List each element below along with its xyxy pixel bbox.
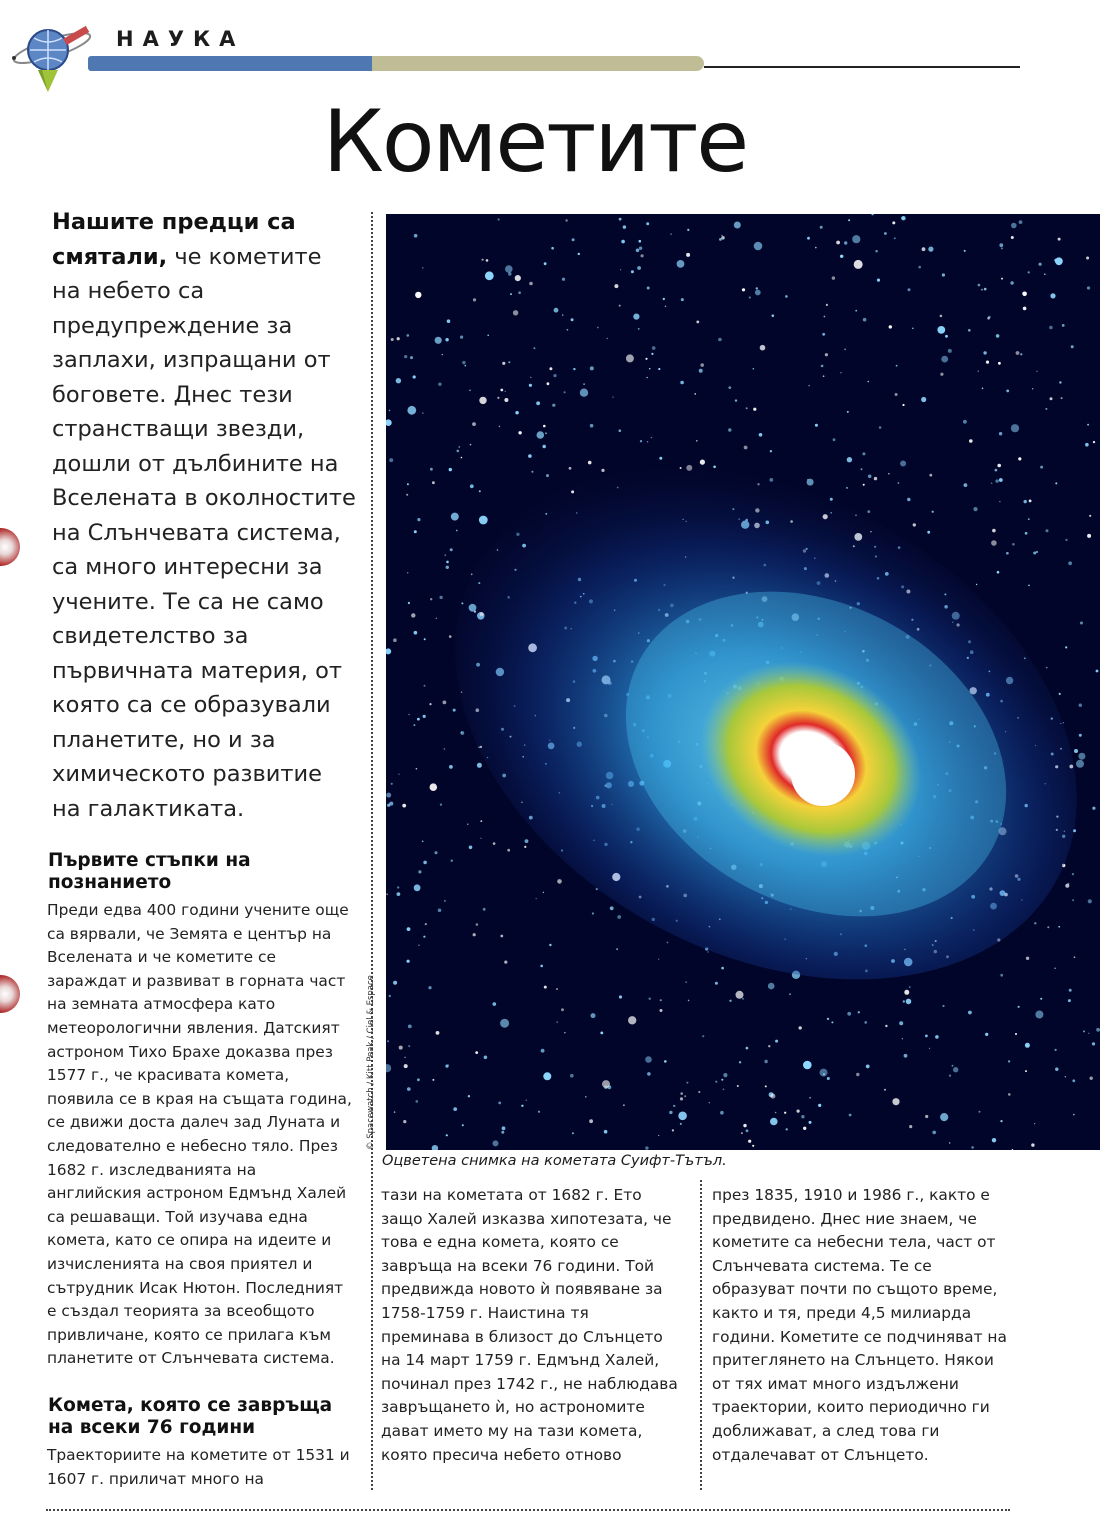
column-right-text: през 1835, 1910 и 1986 г., както е предвидено. Днес ние знаем, че кометите са небесни тела, част от Слънчевата система. Те се образуват почти по същото време, както и тя, преди 4,5 милиарда години. Кометите се подчиняват на притеглянето на Слънцето. Някои от тях имат много издължени траектории, които периодично ги доближават, а след това ги отдалечават от Слънцето. (712, 1186, 1007, 1464)
binder-hole (0, 528, 20, 566)
header-bar-khaki (372, 56, 704, 71)
binder-hole (0, 975, 20, 1013)
comet-photo (386, 214, 1100, 1150)
photo-credit: © Spacewatch / Kitt Peak / Ciel & Espace (366, 975, 376, 1150)
column-divider-middle (700, 1180, 702, 1490)
section-label: НАУКА (116, 27, 245, 51)
globe-logo-icon (8, 22, 98, 94)
intro-lead: Нашите предци са смятали, (52, 209, 296, 270)
section-body-first-steps: Преди едва 400 години учените още са вярвали, че Земята е център на Вселената и че кометите се зараждат и развиват в горната част на земната атмосфера като метеорологични явления. Датският астроном Тихо Брахе доказва през 1577 г., че красивата комета, появила се в края на същата година, се движи доста далеч зад Луната и следователно е небесно тяло. През 1682 г. изследванията на английския астроном Едмънд Халей са решаващи. Той изучава една комета, като се опира на идеите и изчисленията на своя приятел и сътрудник Исак Нютон. Последният е създал теорията за всеобщото привличане, която се прилага към планетите от Слънчевата система. (47, 901, 352, 1368)
header-rule (704, 66, 1020, 68)
section-body-returning-comet: Траекториите на кометите от 1531 и 1607 г. приличат много на (47, 1446, 350, 1488)
header-bar-blue (88, 56, 372, 71)
page-bottom-rule (46, 1509, 1010, 1511)
page-title: Кометите (322, 92, 748, 192)
section-heading-first-steps: Първите стъпки на познанието (48, 850, 251, 893)
intro-paragraph (52, 205, 357, 826)
photo-caption: Оцветена снимка на кометата Суифт-Тътъл. (382, 1153, 727, 1169)
section-heading-returning-comet: Комета, която се завръща на всеки 76 години (48, 1395, 333, 1438)
column-divider-left (371, 212, 373, 1490)
column-middle-text: тази на кометата от 1682 г. Ето защо Халей изказва хипотезата, че това е една комета, която се завръща на всеки 76 години. Той предвижда новото ѝ появяване за 1758-1759 г. Наистина тя преминава в близост до Слънцето на 14 март 1759 г. Едмънд Халей, починал през 1742 г., не наблюдава завръщането ѝ, но астрономите дават името му на тази комета, която пресича небето отново (381, 1186, 678, 1464)
intro-text: че кометите на небето са предупреждение за заплахи, изпращани от боговете. Днес тези странстващи звезди, дошли от дълбините на Вселената в околностите на Слънчевата система, са много интересни за учените. Те са не само свидетелство за първичната материя, от която са се образували планетите, но и за химическото развитие на галактиката. (52, 243, 356, 822)
